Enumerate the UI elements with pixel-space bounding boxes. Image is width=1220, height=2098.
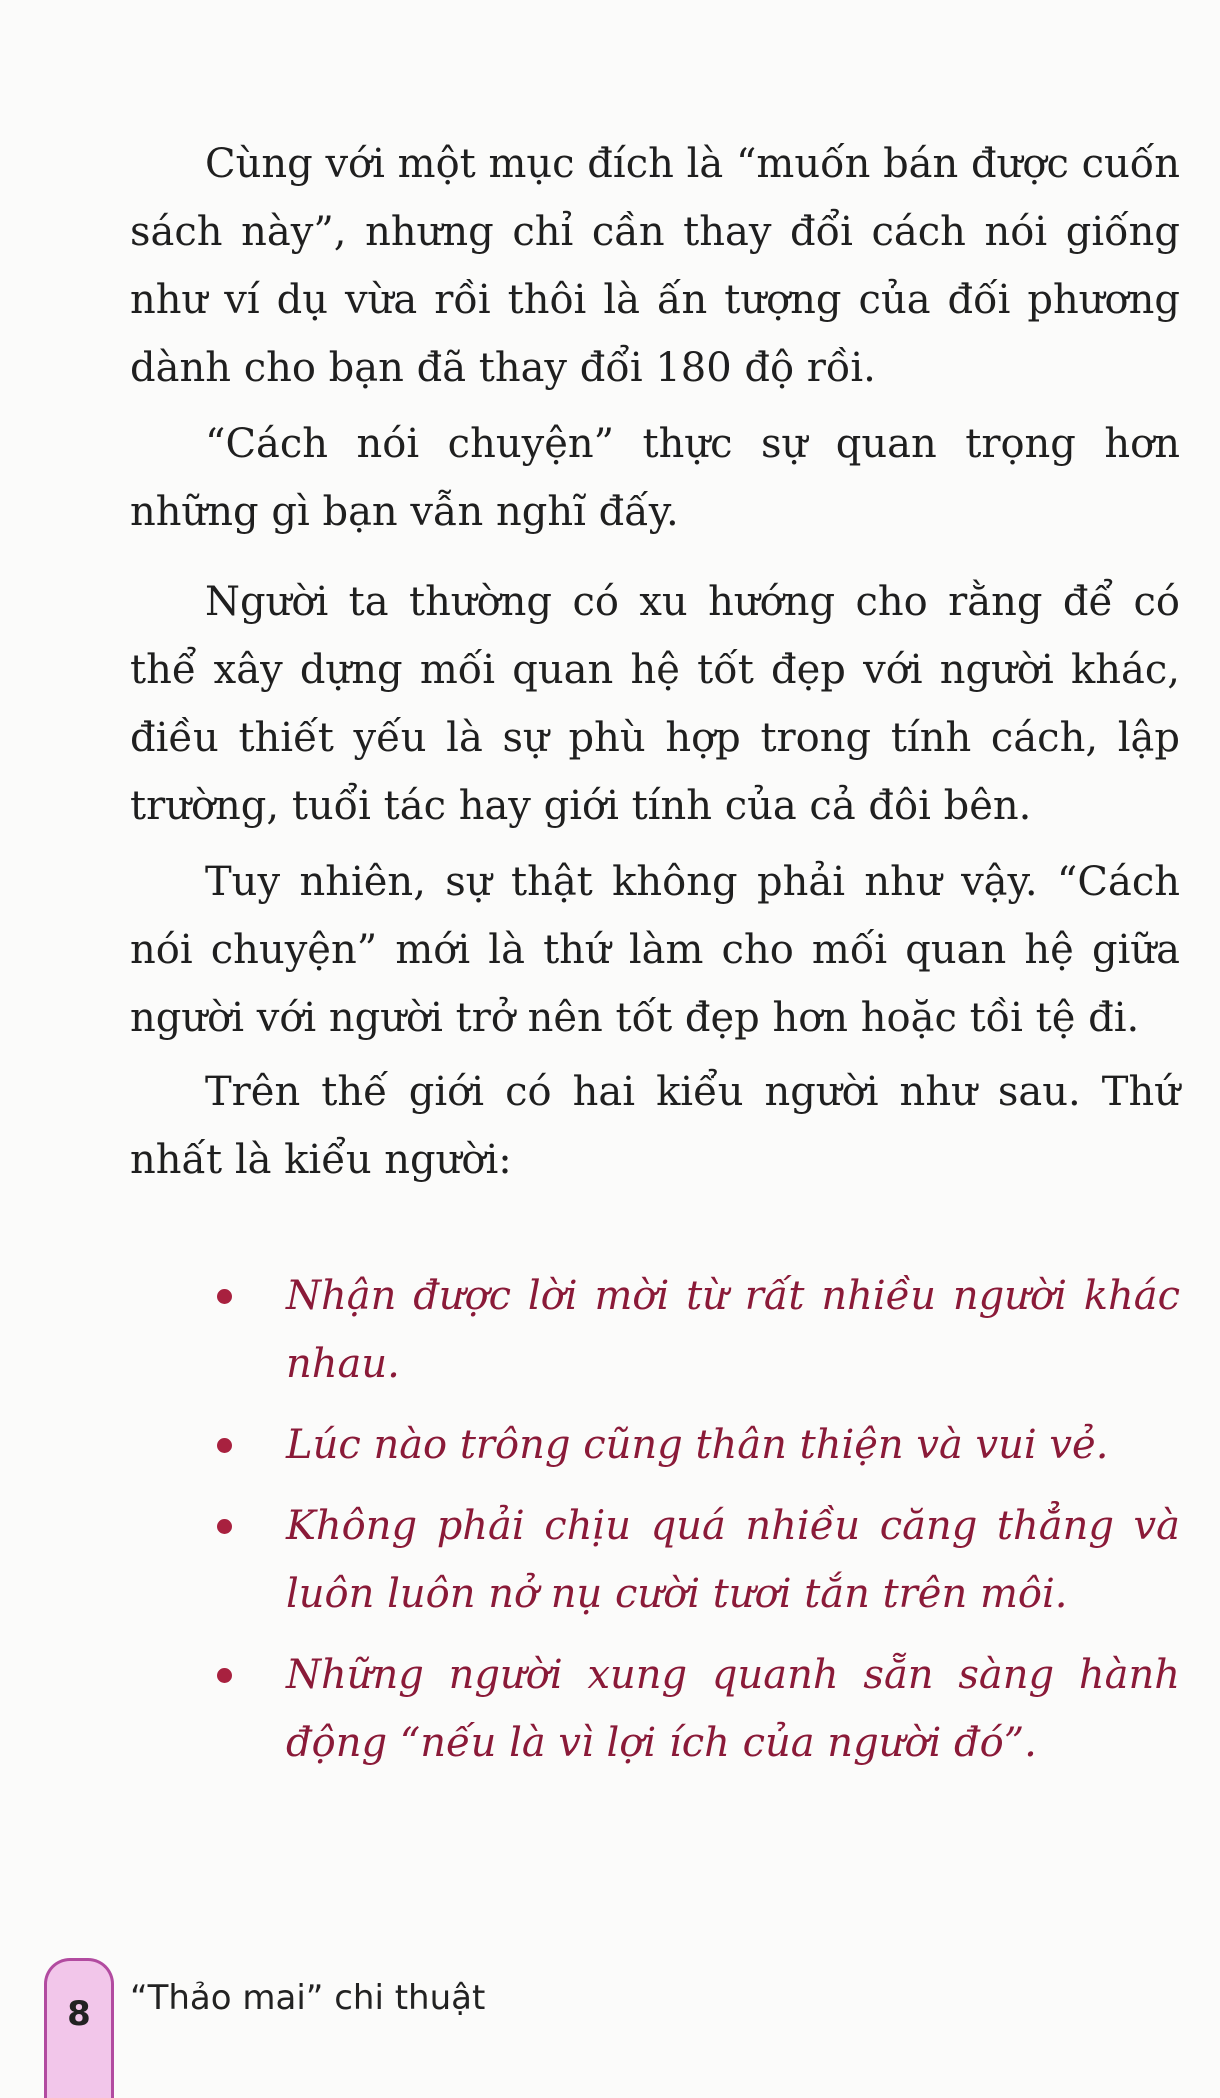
- bullet-text: Nhận được lời mời từ rất nhiều người khác nhau.: [286, 1273, 1180, 1387]
- paragraph-1: Cùng với một mục đích là “muốn bán được cuốn sách này”, nhưng chỉ cần thay đổi cách nói giống như ví dụ vừa rồi thôi là ấn tượng của đối phương dành cho bạn đã thay đổi 180 độ rồi.: [130, 141, 1180, 391]
- bullet-dot-icon: [217, 1519, 232, 1534]
- bullet-dot-icon: [217, 1438, 232, 1453]
- bullet-text: Những người xung quanh sẵn sàng hành động “nếu là vì lợi ích của người đó”.: [286, 1652, 1180, 1766]
- bullet-text: Lúc nào trông cũng thân thiện và vui vẻ.: [286, 1422, 1109, 1468]
- paragraph-2: “Cách nói chuyện” thực sự quan trọng hơn những gì bạn vẫn nghĩ đấy.: [130, 421, 1180, 535]
- running-title: “Thảo mai” chi thuật: [130, 1978, 486, 2018]
- bullet-list: [130, 1262, 1180, 1790]
- bullet-item: [130, 1641, 1180, 1777]
- bullet-item: [130, 1411, 1180, 1479]
- paragraph-5: Trên thế giới có hai kiểu người như sau. Thứ nhất là kiểu người:: [130, 1069, 1180, 1183]
- paragraph-3: Người ta thường có xu hướng cho rằng để có thể xây dựng mối quan hệ tốt đẹp với người khác, điều thiết yếu là sự phù hợp trong tính cách, lập trường, tuổi tác hay giới tính của cả đôi bên.: [130, 579, 1180, 829]
- bullet-dot-icon: [217, 1668, 232, 1683]
- bullet-item: [130, 1262, 1180, 1398]
- bullet-item: [130, 1492, 1180, 1628]
- bullet-text: Không phải chịu quá nhiều căng thẳng và luôn luôn nở nụ cười tươi tắn trên môi.: [286, 1503, 1180, 1617]
- page-number: 8: [67, 1994, 91, 2034]
- paragraph-4: Tuy nhiên, sự thật không phải như vậy. “Cách nói chuyện” mới là thứ làm cho mối quan hệ giữa người với người trở nên tốt đẹp hơn hoặc tồi tệ đi.: [130, 859, 1180, 1041]
- bullet-dot-icon: [217, 1289, 232, 1304]
